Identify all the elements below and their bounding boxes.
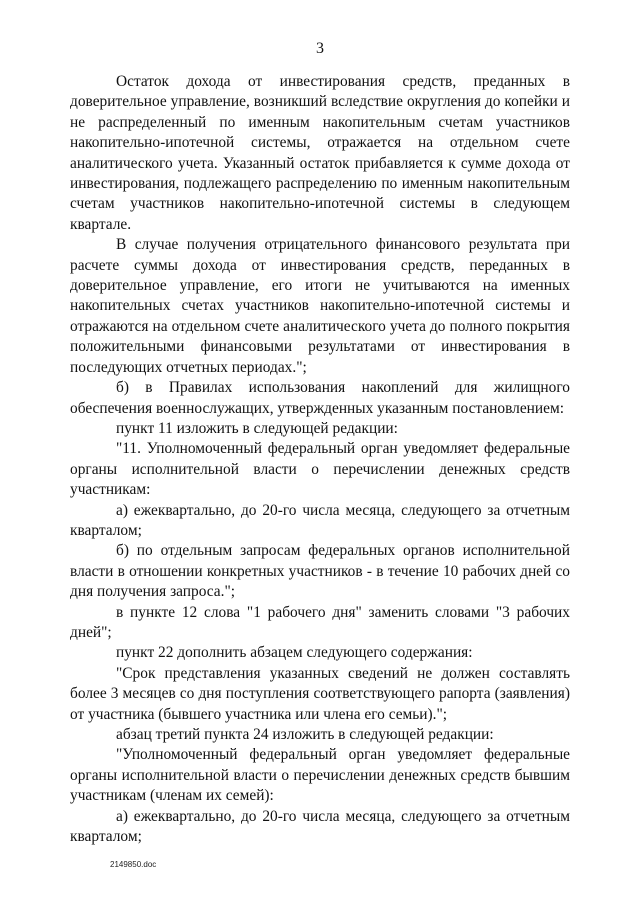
paragraph-item-11-text: "11. Уполномоченный федеральный орган уведомляет федеральные органы исполнительной власти о перечислении денежных средств участникам:	[70, 440, 570, 499]
page-number: 3	[316, 40, 324, 57]
paragraph-item-11-b: б) по отдельным запросам федеральных органов исполнительной власти в отношении конкретных участников - в течение 10 рабочих дней со дня получения запроса.";	[70, 542, 570, 601]
paragraph-negative-result: В случае получения отрицательного финансового результата при расчете суммы дохода от инвестирования средств, переданных в доверительное управление, его итоги не учитываются на именных накопительных счетах участников накопительно-ипотечной системы и отражаются на отдельном счете аналитического учета до полного покрытия положительными финансовыми результатами от инвестирования в последующих отчетных периодах.";	[70, 236, 570, 376]
paragraph-rules-intro: б) в Правилах использования накоплений для жилищного обеспечения военнослужащих, утвержденных указанным постановлением:	[70, 379, 570, 417]
paragraph-item-22-text: "Срок представления указанных сведений не должен составлять более 3 месяцев со дня поступления соответствующего рапорта (заявления) от участника (бывшего участника или члена его семьи).";	[70, 664, 570, 723]
paragraph-item-24-text: "Уполномоченный федеральный орган уведомляет федеральные органы исполнительной власти о перечислении денежных средств бывшим участникам (членам их семей):	[70, 746, 570, 805]
document-body	[70, 72, 570, 847]
paragraph-item-22-intro: пункт 22 дополнить абзацем следующего содержания:	[116, 644, 473, 662]
paragraph-remainder-rounding: Остаток дохода от инвестирования средств, преданных в доверительное управление, возникший вследствие округления до копейки и не распределенный по именным накопительным счетам участников накопительно-ипотечной системы, отражается на отдельном счете аналитического учета. Указанный остаток прибавляется к сумме дохода от инвестирования, подлежащего распределению по именным накопительным счетам участников накопительно-ипотечной системы в следующем квартале.	[70, 73, 570, 233]
paragraph-item-11-intro: пункт 11 изложить в следующей редакции:	[116, 419, 398, 437]
paragraph-item-12-change: в пункте 12 слова "1 рабочего дня" заменить словами "3 рабочих дней";	[70, 603, 570, 641]
paragraph-item-24-intro: абзац третий пункта 24 изложить в следующей редакции:	[116, 726, 494, 743]
paragraph-item-24-a: а) ежеквартально, до 20-го числа месяца, следующего за отчетным кварталом;	[70, 807, 570, 846]
file-footer: 2149850.doc	[110, 860, 157, 869]
paragraph-item-11-a: а) ежеквартально, до 20-го числа месяца, следующего за отчетным кварталом;	[70, 501, 570, 539]
